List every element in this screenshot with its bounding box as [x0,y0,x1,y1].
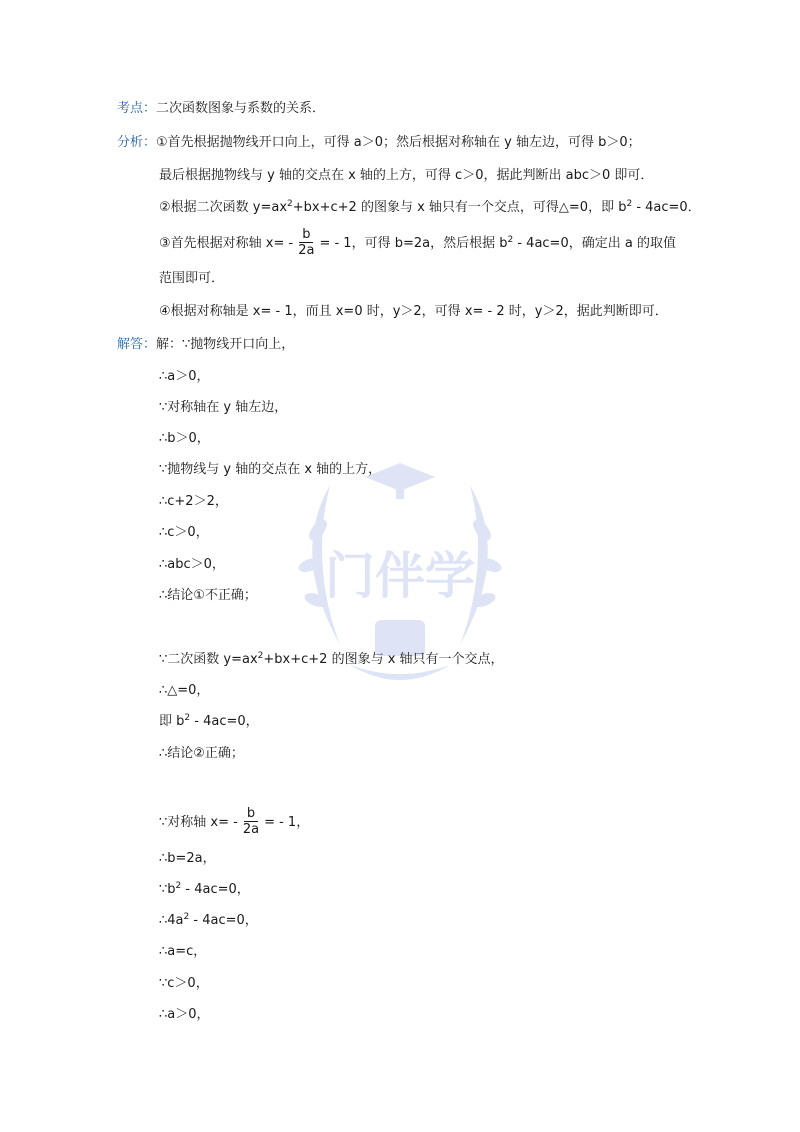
fraction-denominator: 2a [242,822,260,837]
solution-line-18: ∵c＞0， [159,976,209,991]
analysis-item3-part-c: - 4ac=0，确定出 a 的取值 [513,236,676,251]
solution-line-10: ∴△=0， [159,683,210,698]
analysis-item1-line1 [117,134,641,152]
watermark-text: 门伴学 [325,547,475,605]
solution-line-14: ∴b=2a， [159,851,216,866]
solution-line-9-part-b: +bx+c+2 的图象与 x 轴只有一个交点， [263,652,504,667]
analysis-item2-part-a: ②根据二次函数 y=ax [159,200,288,215]
kaodian-text: 二次函数图象与系数的关系． [156,101,326,116]
solution-line-17: ∴a=c， [159,944,207,959]
solution-line-2: ∵对称轴在 y 轴左边， [159,400,288,415]
fraction-b-over-2a [295,227,317,258]
superscript: 2 [507,235,514,245]
analysis-label: 分析： [117,135,157,150]
superscript: 2 [287,199,293,209]
solution-line-8: ∴结论①不正确； [159,588,257,603]
solution-text-0: 解：∵抛物线开口向上， [156,337,295,352]
solution-line-11-part-b: - 4ac=0， [190,714,259,729]
analysis-item2-part-c: - 4ac=0． [632,200,701,215]
superscript: 2 [175,881,182,891]
solution-line-13 [159,807,309,838]
solution-line-11-part-a: 即 b [159,714,185,729]
solution-line-1: ∴a＞0， [159,369,210,384]
solution-line-16 [159,912,258,930]
analysis-item1-text: ①首先根据抛物线开口向上，可得 a＞0；然后根据对称轴在 y 轴左边，可得 b＞0； [156,135,641,150]
superscript: 2 [184,713,191,723]
kaodian-line [117,100,325,118]
solution-line-16-part-b: - 4ac=0， [189,913,258,928]
solution-line-13-part-a: ∵对称轴 x= - [159,815,238,830]
solution-line-6: ∴c＞0， [159,525,209,540]
analysis-item3-part-a: ③首先根据对称轴 x= - [159,236,294,251]
analysis-item3 [159,228,676,259]
analysis-item3-line2: 范围即可． [159,271,225,286]
solution-label: 解答： [117,337,157,352]
fraction-numerator: b [299,227,313,243]
solution-line-7: ∴abc＞0， [159,557,225,572]
superscript: 2 [257,651,264,661]
solution-line-4: ∵抛物线与 y 轴的交点在 x 轴的上方， [159,462,382,477]
solution-line-9-part-a: ∵二次函数 y=ax [159,652,258,667]
analysis-item2 [159,199,701,217]
fraction-denominator: 2a [298,243,315,258]
solution-line-16-part-a: ∴4a [159,913,184,928]
solution-line-3: ∴b＞0， [159,431,210,446]
solution-line-15-part-b: - 4ac=0， [181,882,250,897]
fraction-numerator: b [244,806,258,822]
kaodian-label: 考点： [117,101,157,116]
solution-line-15-part-a: ∵b [159,882,176,897]
analysis-item3-part-b: = - 1，可得 b=2a，然后根据 b [319,236,508,251]
solution-line-5: ∴c+2＞2， [159,494,228,509]
analysis-item4: ④根据对称轴是 x= - 1，而且 x=0 时，y＞2，可得 x= - 2 时，y＞2，据此判断即可． [159,304,668,319]
superscript: 2 [183,912,190,922]
solution-line-9 [159,651,504,669]
solution-line-11 [159,713,259,731]
solution-line-19: ∴a＞0， [159,1007,210,1022]
solution-line-12: ∴结论②正确； [159,746,244,761]
analysis-item2-part-b: +bx+c+2 的图象与 x 轴只有一个交点，可得△=0，即 b [292,200,627,215]
fraction-b-over-2a [240,806,262,837]
solution-line-13-part-b: = - 1， [264,815,310,830]
analysis-item1-line2: 最后根据抛物线与 y 轴的交点在 x 轴的上方，可得 c＞0，据此判断出 abc＞0 即可． [159,168,654,183]
solution-line-0 [117,336,294,354]
superscript: 2 [626,199,633,209]
solution-line-15 [159,881,250,899]
